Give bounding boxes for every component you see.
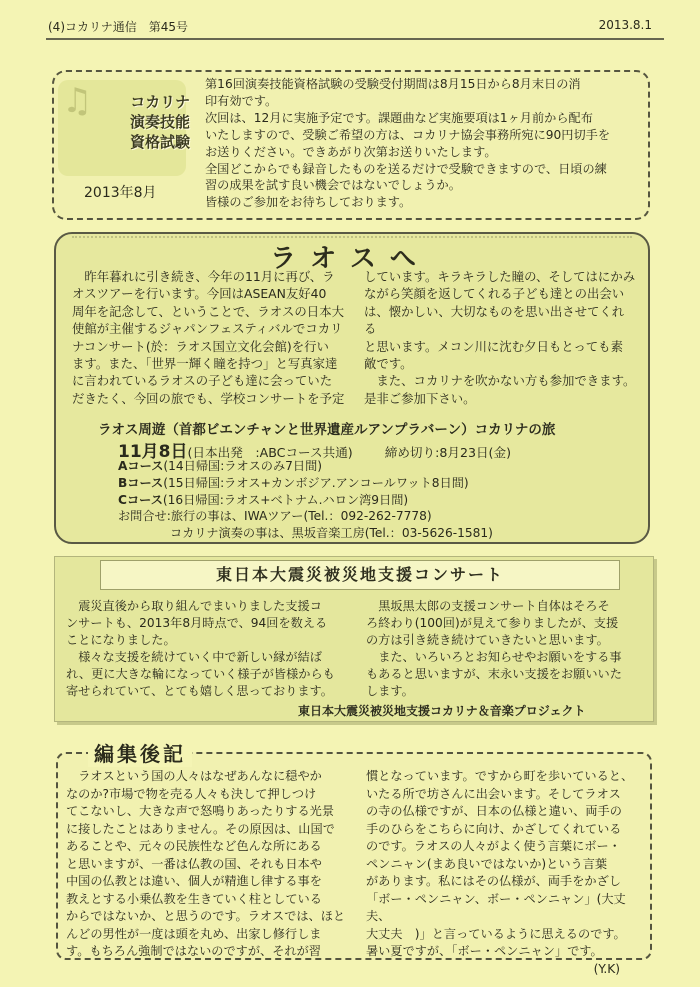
laos-column-left: 昨年暮れに引き続き、今年の11月に再び、ラ オスツアーを行います。今回はASEAN友好40 周年を記念して、ということで、ラオスの日本大 使館が主催するジャパンフェスティバルでコカリ ナコンサート(於：ラオス国立文化会館)を行い ます。また、「世界一輝く瞳を持つ」と写真家達 に言われているラオスの子ども達に会っていた だきたく、今回の旅でも、学校コンサートを予定 — [72, 269, 345, 406]
issue-date: 2013.8.1 — [598, 18, 652, 32]
tour-deadline: 締め切り:8月23日(金) — [384, 445, 511, 460]
tour-date: 11月8日 — [118, 442, 188, 462]
contact-travel: お問合せ:旅行の事は、IWAツアー(Tel.：092-262-7778) — [118, 509, 432, 523]
editorial-column-right: 慣となっています。ですから町を歩いていると、 いたる所で坊さんに出会います。そしてラオス の寺の仏様ですが、日本の仏様と違い、両手の 手のひらをこちらに向け、かざしてくれている のです。ラオスの人々がよく使う言葉にボー・ ペンニャン(まあ良いではないか)という言葉 があります。私にはその仏様が、両手をかざし 「ボー・ペンニャン、ボー・ペンニャン」(大丈夫、 大丈夫 )」と言っているように思えるのです。 暑い夏ですが、「ボー・ペンニャン」です。 (Y.K) — [366, 768, 644, 978]
exam-notice-text: 第16回演奏技能資格試験の受験受付期間は8月15日から8月末日の消 印有効です。 次回は、12月に実施予定です。課題曲など実施要項は1ヶ月前から配布 いたしますので、受験ご希望の方は、コカリナ協会事務所宛に90円切手を お送りください。できあがり次第お送りいたします。 全国どこからでも録音したものを送るだけで受験できますので、日頃の練 習の成果を試す良い機会ではないでしょうか。 皆様のご参加をお待ちしております。 — [205, 77, 611, 210]
tour-date-detail: (日本出発 :ABCコース共通) — [187, 445, 353, 460]
editorial-signature: (Y.K) — [593, 961, 620, 976]
laos-column-right: しています。キラキラした瞳の、そしてはにかみ ながら笑顔を返してくれる子ども達との出会い は、懐かしい、大切なものを思い出させてくれる と思います。メコン川に沈む夕日もとっても素 敵です。 また、コカリナを吹かない方も参加できます。 是非ご参加下さい。 — [364, 269, 636, 406]
relief-title: 東日本大震災被災地支援コンサート — [100, 560, 620, 590]
exam-date: 2013年8月 — [84, 185, 157, 201]
course-item: Cコース(16日帰国:ラオス+ベトナム.ハロン湾9日間) — [118, 493, 409, 507]
exam-badge-text: コカリナ 演奏技能 資格試験 — [129, 93, 190, 151]
course-item: Aコース(14日帰国:ラオスのみ7日間) — [118, 459, 323, 473]
editorial-column-left: ラオスという国の人々はなぜあんなに穏やか なのか?市場で物を売る人々も決して押しつけ てこないし、大きな声で怒鳴りあったりする光景 に接したことはありません。その原因は、山国で あることや、元々の民族性など色んな所にある と思いますが、一番は仏教の国、それも日本や 中国の仏教とは違い、個人が精進し律する事を 教えとする小乗仏教を生きていく柱としている からではないか、と思うのです。ラオスでは、ほと んどの男性が一度は頭を丸め、出家し修行しま す。もちろん強制ではないのですが、それが習 — [66, 769, 346, 958]
contact-music: コカリナ演奏の事は、黒坂音楽工房(Tel.：03-5626-1581) — [170, 526, 493, 540]
relief-signature: 東日本大震災被災地支援コカリナ＆音楽プロジェクト — [298, 704, 586, 718]
tour-contact — [118, 508, 493, 542]
header-rule — [46, 38, 664, 40]
relief-column-left: 震災直後から取り組んでまいりました支援コ ンサートも、2013年8月時点で、94回を数える ことになりました。 様々な支援を続けていく中で新しい縁が結ば れ、更に大きな輪になっていく様子が皆様からも 寄せられていて、とても嬉しく思っております。 — [66, 599, 335, 698]
relief-column-right: 黒坂黒太郎の支援コンサート自体はそろそ ろ終わり(100回)が見えて参りましたが、支援 の方は引き続き続けていきたいと思います。 また、いろいろとお知らせやお願いをする事 もあると思いますが、末永い支援をお願いいた します。 — [366, 599, 622, 698]
tour-title: ラオス周遊（首都ビエンチャンと世界遺産ルアンプラバーン）コカリナの旅 — [98, 422, 556, 438]
laos-title: ラオスへ — [270, 244, 430, 274]
music-note-icon: ♫ — [62, 81, 93, 121]
issue-label: (4)コカリナ通信 第45号 — [48, 20, 189, 34]
course-list — [118, 458, 469, 509]
course-item: Bコース(15日帰国:ラオス+カンボジア.アンコールワット8日間) — [118, 476, 469, 490]
editorial-title: 編集後記 — [88, 738, 192, 767]
